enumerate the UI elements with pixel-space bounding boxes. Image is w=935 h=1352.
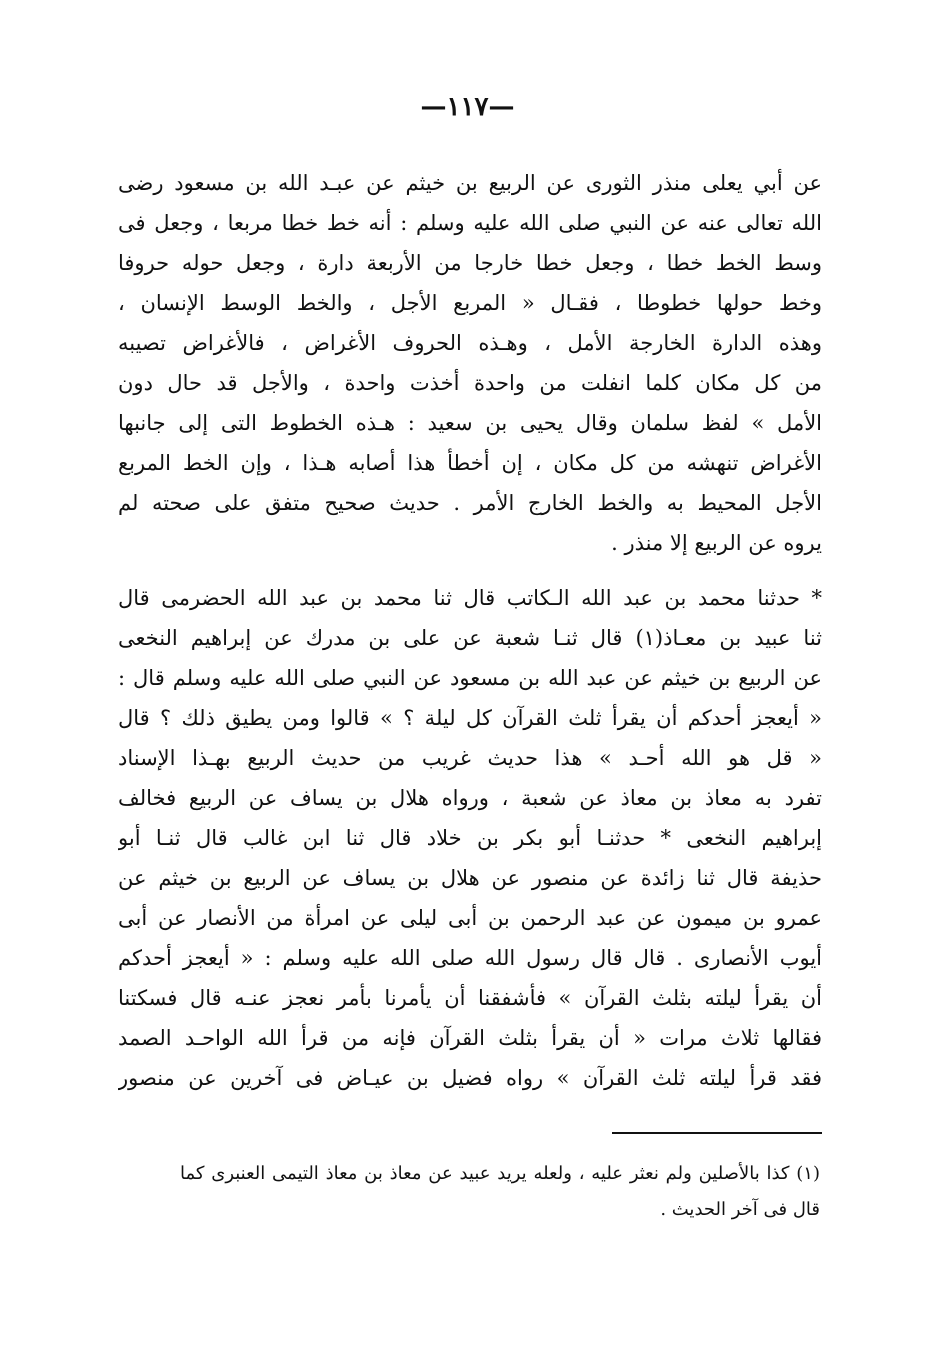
text-line: تفرد به معاذ بن معاذ عن شعبة ، ورواه هلال بن يساف عن الربيع فخالف: [118, 786, 822, 810]
footnote: [180, 1156, 820, 1228]
page-number: —١١٧—: [420, 92, 515, 122]
text-line: الأغراض تنهشه من كل مكان ، إن أخطأ هذا أصابه هـذا ، وإن الخط المربع: [118, 451, 822, 475]
text-line: وسط الخط خطا ، وجعل خطا خارجا من الأربعة دارة ، وجعل حوله حروفا: [118, 251, 822, 275]
text-line: وخط حولها خطوطا ، فقـال « المربع الأجل ، والخط الوسط الإنسان ،: [118, 291, 822, 315]
text-line: أن يقرأ ليلته بثلث القرآن » فأشفقنا أن يأمرنا بأمر نعجز عنـه قال فسكتنا: [118, 986, 822, 1010]
text-line: حذيفة قال ثنا زائدة عن منصور عن هلال بن يساف عن الربيع بن خيثم عن: [118, 866, 822, 890]
text-line: الأجل المحيط به والخط الخارج الأمر . حديث صحيح متفق على صحته لم: [118, 491, 822, 515]
text-line: فقد قرأ ليلته ثلث القرآن » رواه فضيل بن عيـاض فى آخرين عن منصور: [118, 1066, 822, 1090]
paragraph-1: [118, 163, 822, 563]
text-line: وهذه الدارة الخارجة الأمل ، وهـذه الحروف الأغراض ، فالأغراض تصيبه: [118, 331, 822, 355]
footnote-line: (١) كذا بالأصلين ولم نعثر عليه ، ولعله يريد عبيد عن معاذ بن معاذ التيمى العنبرى كما: [180, 1163, 820, 1184]
text-line: « أيعجز أحدكم أن يقرأ ثلث القرآن كل ليلة ؟ » قالوا ومن يطيق ذلك ؟ قال: [118, 706, 822, 730]
text-line: عن الربيع بن خيثم عن عبد الله بن مسعود عن النبي صلى الله عليه وسلم قال :: [118, 666, 822, 690]
text-line: الله تعالى عنه عن النبي صلى الله عليه وسلم : أنه خط خطا مربعا ، وجعل فى: [118, 211, 822, 235]
text-line: إبراهيم النخعى * حدثنـا أبو بكر بن خلاد قال ثنا ابن غالب قال ثنـا أبو: [118, 826, 822, 850]
text-line: ثنا عبيد بن معـاذ(١) قال ثنـا شعبة عن على بن مدرك عن إبراهيم النخعى: [118, 626, 822, 650]
text-line: يروه عن الربيع إلا منذر .: [611, 531, 822, 555]
text-line: الأمل » لفظ سلمان وقال يحيى بن سعيد : هـذه الخطوط التى إلى جانبها: [118, 411, 822, 435]
text-line: عن أبي يعلى منذر الثورى عن الربيع بن خيثم عن عبـد الله بن مسعود رضى: [118, 171, 822, 195]
text-line: * حدثنا محمد بن عبد الله الـكاتب قال ثنا محمد بن عبد الله الحضرمى قال: [118, 586, 822, 610]
footnote-divider: [612, 1132, 822, 1134]
text-line: عمرو بن ميمون عن عبد الرحمن بن أبى ليلى عن امرأة من الأنصار عن أبى: [118, 906, 822, 930]
text-line: أيوب الأنصارى . قال قال رسول الله صلى الله عليه وسلم : « أيعجز أحدكم: [118, 946, 822, 970]
text-line: « قل هو الله أحـد » هذا حديث غريب من حديث الربيع بهـذا الإسناد: [118, 746, 822, 770]
footnote-line: قال فى آخر الحديث .: [660, 1199, 820, 1220]
text-line: فقالها ثلاث مرات « أن يقرأ بثلث القرآن فإنه من قرأ الله الواحـد الصمد: [118, 1026, 822, 1050]
text-line: من كل مكان كلما انفلت من واحدة أخذت واحدة ، والأجل قد حال دون: [118, 371, 822, 395]
paragraph-2: [118, 578, 822, 1098]
